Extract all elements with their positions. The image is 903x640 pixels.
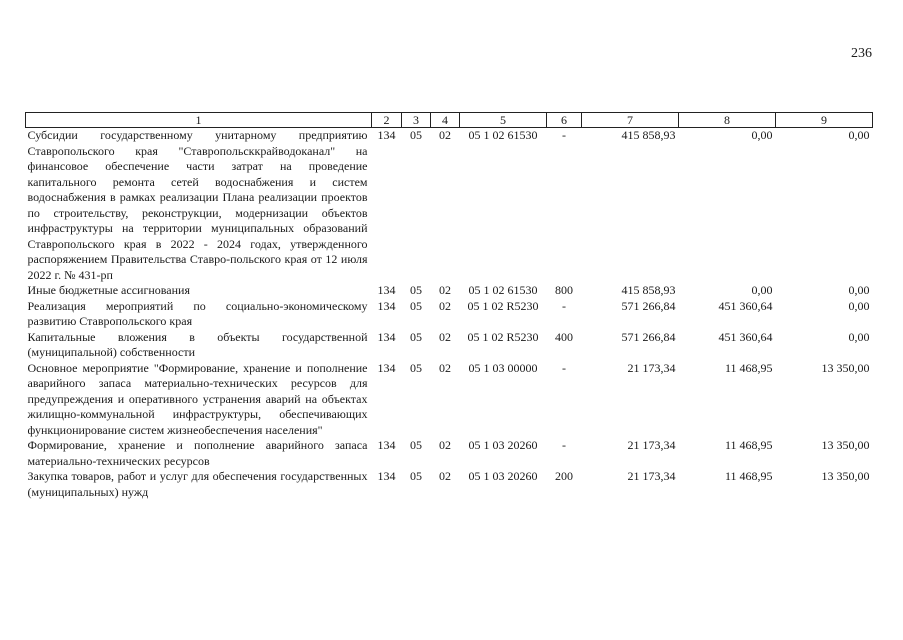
row-name: Капитальные вложения в объекты государственной (муниципальной) собственности <box>27 329 368 359</box>
cell-target: 05 1 02 R5230 <box>467 298 539 313</box>
cell-amount-9: 0,00 <box>848 298 870 313</box>
cell-amount-8: 11 468,95 <box>724 469 773 483</box>
column-header: 5 <box>460 113 547 128</box>
cell-subsection: 02 <box>439 298 451 313</box>
column-header: 4 <box>431 113 460 128</box>
table-row <box>26 128 873 284</box>
cell-subsection: 02 <box>439 128 451 142</box>
table-row <box>26 361 873 439</box>
cell-amount-9: 0,00 <box>848 128 870 142</box>
row-name: Закупка товаров, работ и услуг для обеспечения государственных (муниципальных) нужд <box>27 469 368 499</box>
cell-amount-8: 0,00 <box>751 283 773 297</box>
cell-section: 05 <box>410 329 422 344</box>
cell-type: 400 <box>555 329 573 344</box>
cell-subsection: 02 <box>439 469 451 483</box>
cell-subsection: 02 <box>439 329 451 344</box>
cell-section: 05 <box>410 298 422 313</box>
cell-amount-7: 571 266,84 <box>621 329 676 344</box>
cell-amount-7: 21 173,34 <box>627 438 676 452</box>
column-header: 7 <box>582 113 679 128</box>
cell-type: - <box>562 128 566 142</box>
page-number: 236 <box>851 46 872 61</box>
cell-amount-8: 0,00 <box>751 128 773 142</box>
cell-target: 05 1 03 20260 <box>468 438 538 452</box>
row-name: Субсидии государственному унитарному предприятию Ставропольского края "Ставропольсккрайводоканал" на финансовое обеспечение части затрат на проведение капитального ремонта сетей водоснабжения и систем водоснабжения в рамках реализации Плана реализации проектов по строительству, реконструкции, модернизации объектов инфраструктуры на территории муниципальных образований Ставропольского края в 2022 - 2024 годах, утвержденного распоряжением Правительства Ставро-польского края от 12 июля 2022 г. № 431-рп <box>27 128 368 282</box>
cell-amount-9: 0,00 <box>848 283 870 297</box>
cell-target: 05 1 02 R5230 <box>467 329 539 344</box>
table-row <box>26 330 873 361</box>
cell-section: 05 <box>410 360 422 375</box>
row-name: Формирование, хранение и пополнение аварийного запаса материально-технических ресурсов <box>27 438 368 468</box>
cell-amount-7: 415 858,93 <box>621 128 676 142</box>
cell-amount-8: 11 468,95 <box>724 438 773 452</box>
row-name: Иные бюджетные ассигнования <box>27 283 190 297</box>
header-row <box>26 113 873 128</box>
cell-section: 05 <box>410 438 422 452</box>
cell-amount-9: 13 350,00 <box>821 469 870 483</box>
cell-subsection: 02 <box>439 360 451 375</box>
cell-amount-8: 451 360,64 <box>718 329 773 344</box>
cell-target: 05 1 03 20260 <box>468 469 538 483</box>
cell-amount-7: 415 858,93 <box>621 283 676 297</box>
column-header: 2 <box>372 113 402 128</box>
cell-amount-9: 13 350,00 <box>821 438 870 452</box>
table-row <box>26 283 873 299</box>
cell-target: 05 1 03 00000 <box>468 360 538 375</box>
cell-type: 800 <box>555 283 573 297</box>
cell-code: 134 <box>377 360 396 375</box>
cell-amount-9: 0,00 <box>848 329 870 344</box>
column-header: 6 <box>547 113 582 128</box>
cell-target: 05 1 02 61530 <box>468 128 538 142</box>
table-row <box>26 299 873 330</box>
cell-amount-8: 11 468,95 <box>724 360 773 375</box>
cell-amount-7: 21 173,34 <box>627 360 676 375</box>
cell-section: 05 <box>410 128 422 142</box>
column-header: 9 <box>776 113 873 128</box>
column-header: 8 <box>679 113 776 128</box>
cell-amount-7: 21 173,34 <box>627 469 676 483</box>
cell-code: 134 <box>377 438 396 452</box>
cell-code: 134 <box>377 298 396 313</box>
cell-type: - <box>562 298 566 313</box>
table-row <box>26 438 873 469</box>
cell-code: 134 <box>377 128 396 142</box>
cell-code: 134 <box>377 469 396 483</box>
cell-code: 134 <box>377 329 396 344</box>
cell-target: 05 1 02 61530 <box>468 283 538 297</box>
cell-type: - <box>562 360 566 375</box>
budget-table <box>25 112 873 500</box>
row-name: Реализация мероприятий по социально-экономическому развитию Ставропольского края <box>27 298 368 328</box>
cell-amount-7: 571 266,84 <box>621 298 676 313</box>
cell-code: 134 <box>377 283 396 297</box>
cell-type: - <box>562 438 566 452</box>
column-header: 1 <box>26 113 372 128</box>
cell-subsection: 02 <box>439 438 451 452</box>
cell-amount-9: 13 350,00 <box>821 360 870 375</box>
cell-type: 200 <box>555 469 573 483</box>
cell-subsection: 02 <box>439 283 451 297</box>
table-row <box>26 469 873 500</box>
row-name: Основное мероприятие "Формирование, хранение и пополнение аварийного запаса материально-технических ресурсов для предупреждения и оперативного устранения аварий на объектах жилищно-коммунальной инфраструктуры, обеспечивающих функционирование систем жизнеобеспечения населения" <box>27 360 368 437</box>
cell-section: 05 <box>410 469 422 483</box>
cell-section: 05 <box>410 283 422 297</box>
cell-amount-8: 451 360,64 <box>718 298 773 313</box>
column-header: 3 <box>402 113 431 128</box>
